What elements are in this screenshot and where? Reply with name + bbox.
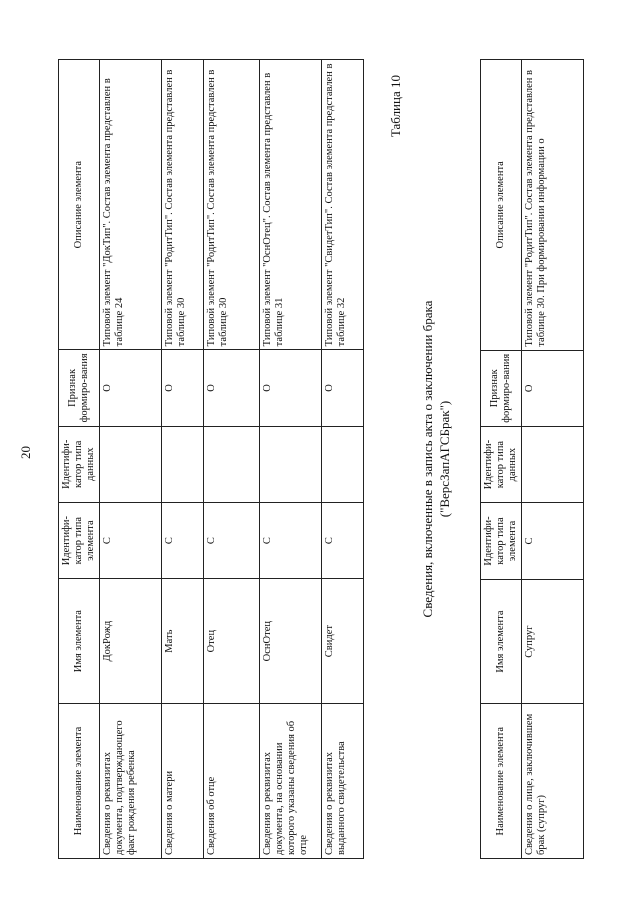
table-cell: [322, 426, 364, 502]
table-cell: О: [162, 350, 204, 426]
table-cell: С: [522, 503, 584, 579]
section-title-line1: Сведения, включенные в запись акта о заключении брака: [420, 300, 435, 618]
table-cell: [162, 426, 204, 502]
page-number: 20: [18, 446, 33, 459]
header-cell: Идентифи-катор типа элемента: [481, 503, 522, 579]
header-cell: Идентифи-катор типа данных: [59, 426, 100, 502]
table-cell: ОснОтец: [260, 579, 322, 704]
section-title-line2: ("ВерсЗапАГСБрак"): [436, 400, 452, 518]
table-cell: Сведения о матери: [162, 703, 204, 858]
header-cell: Описание элемента: [481, 60, 522, 351]
table-cell: Сведения о реквизитах документа, подтверждающего факт рождения ребенка: [100, 703, 162, 858]
table-cell: Отец: [204, 579, 260, 704]
table-cell: ДокРожд: [100, 579, 162, 704]
table-header-row: [481, 60, 522, 859]
header-cell: Идентифи-катор типа элемента: [59, 502, 100, 578]
table-cell: Типовой элемент "ДокТип". Состав элемента представлен в таблице 24: [100, 60, 162, 350]
table-cell: О: [204, 350, 260, 426]
table-cell: Сведения об отце: [204, 703, 260, 858]
table-row: [522, 60, 584, 859]
table-cell: Типовой элемент "СвидетТип". Состав элемента представлен в таблице 32: [322, 60, 364, 350]
table-cell: С: [100, 502, 162, 578]
table-cell: О: [100, 350, 162, 426]
elements-table-2: [480, 59, 584, 859]
table-cell: Свидет: [322, 579, 364, 704]
header-cell: Признак формиро-вания: [59, 350, 100, 426]
table-cell: Типовой элемент "РодитТип". Состав элемента представлен в таблице 30: [162, 60, 204, 350]
table-cell: Типовой элемент "РодитТип". Состав элемента представлен в таблице 30. При формировании информации о: [522, 60, 584, 351]
header-cell: Наименование элемента: [481, 704, 522, 859]
table-row: [100, 60, 162, 859]
table-label: Таблица 10: [388, 75, 403, 138]
table-cell: С: [260, 502, 322, 578]
table-row: [322, 60, 364, 859]
header-cell: Имя элемента: [59, 579, 100, 704]
table-row: [204, 60, 260, 859]
table-cell: Сведения о реквизитах выданного свидетельства: [322, 703, 364, 858]
table-cell: О: [260, 350, 322, 426]
table-cell: Сведения о реквизитах документа, на основании которого указаны сведения об отце: [260, 703, 322, 858]
header-cell: Признак формиро-вания: [481, 350, 522, 426]
table-cell: О: [522, 350, 584, 426]
table-cell: Мать: [162, 579, 204, 704]
table-row: [162, 60, 204, 859]
table-cell: С: [162, 502, 204, 578]
table-cell: Супруг: [522, 579, 584, 704]
header-cell: Имя элемента: [481, 579, 522, 704]
table-cell: Типовой элемент "РодитТип". Состав элемента представлен в таблице 30: [204, 60, 260, 350]
table-cell: О: [322, 350, 364, 426]
table-cell: [522, 426, 584, 502]
table-cell: [260, 426, 322, 502]
elements-table-1: [58, 59, 364, 859]
table-cell: С: [322, 502, 364, 578]
header-cell: Идентифи-катор типа данных: [481, 426, 522, 502]
header-cell: Наименование элемента: [59, 703, 100, 858]
table-cell: Типовой элемент "ОснОтец". Состав элемента представлен в таблице 31: [260, 60, 322, 350]
section-title: [420, 59, 454, 859]
header-cell: Описание элемента: [59, 60, 100, 350]
table-cell: [204, 426, 260, 502]
table-row: [260, 60, 322, 859]
table-cell: С: [204, 502, 260, 578]
table-header-row: [59, 60, 100, 859]
table-cell: [100, 426, 162, 502]
table-cell: Сведения о лице, заключившем брак (супруг): [522, 704, 584, 859]
